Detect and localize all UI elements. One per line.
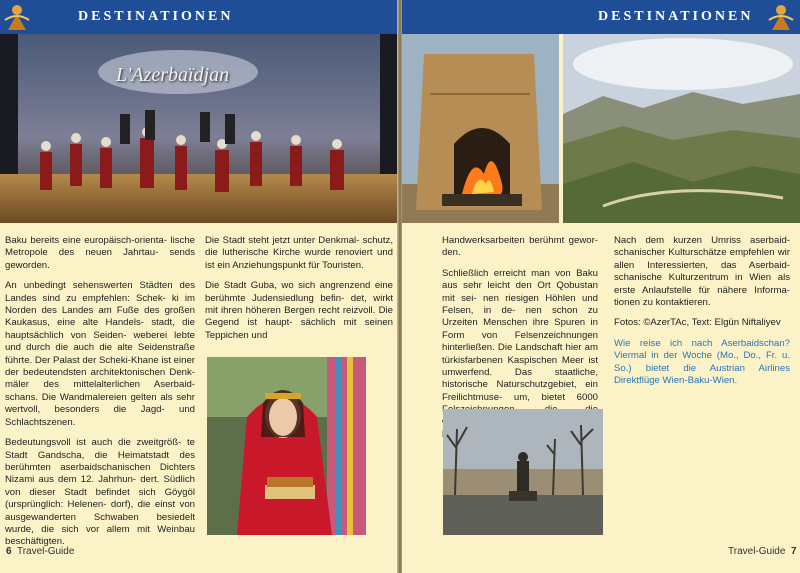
- footer-right: [728, 546, 797, 557]
- azerbaidjan-sign: L'Azerbaïdjan: [116, 64, 230, 86]
- paragraph: Die Stadt steht jetzt unter Denkmal- schutz, die lutherische Kirche wurde renoviert und ist ein Anziehungspunkt für Touristen.: [205, 235, 393, 271]
- footer-label-right: Travel-Guide: [728, 546, 786, 557]
- section-title-left: DESTINATIONEN: [78, 9, 234, 24]
- photo-credits: Fotos: ©AzerTAc, Text: Elgün Niftaliyev: [614, 317, 781, 329]
- decorative-figure-icon: [2, 2, 32, 32]
- flight-promo: Wie reise ich nach Aserbaidschan? Viermal in der Woche (Mo., Do., Fr. u. So.) bietet die Austrian Airlines Direktflüge Wien-Baku-Wien.: [614, 337, 790, 387]
- section-title-right: DESTINATIONEN: [598, 9, 754, 24]
- mountain-landscape-photo: [563, 34, 800, 223]
- paragraph: Bedeutungsvoll ist auch die zweitgröß- te Stadt Gandscha, die Heimatstadt des berühmten aserbaidschanischen Dichters Nizami aus dem 12. Jahrhun- dert. Südlich von dieser Stadt befindet sich Göygöl (ursprünglich: Helenen- dorf), die einst von ausgewanderten Schwaben besiedelt wurde, die sich vor allem mit Weinbau beschäftigten.: [5, 437, 195, 548]
- page-number-left: 6: [6, 546, 12, 557]
- paragraph: Schließlich erreicht man von Baku aus sehr leicht den Ort Qobustan mit sei- nen riesigen Höhlen und Felsen, in de- nen schon zu Urzeiten Menschen ihre Spuren in Form von Felsenzeichnungen hinterließen. Die Landschaft hier am türkisfarbenen Kaspischen Meer ist umwerfend. Das staatliche, historische Naturschutzgebiet, ein Freilichtmuse- um, bietet 6000: [442, 267, 598, 403]
- dance-performance-photo: [0, 34, 398, 223]
- paragraph: An unbedingt sehenswerten Städten des Landes sind zu empfehlen: Schek- ki im Norden des Landes am Fuße des großen Kaukasus, eine alte Handels- stadt, die hauptsächlich von Seiden- weberei lebte und durch die auch die alte Seidenstraße führte. Der Palast der Scheki-Khane ist einer der bedeutendsten architektonischen Denk- mäler des mittelalterlichen Aserbaid- schans. Die Wandmalereien gelten als sehr wertvoll, besonders die Jagd- und Schlachtszenen.: [5, 280, 195, 428]
- left-page: [0, 0, 398, 573]
- page-number-right: 7: [791, 546, 797, 557]
- paragraph: Baku bereits eine europäisch-orienta- lische Metropole des neuen Jahrtau- sends geworden.: [5, 235, 195, 271]
- header-banner-right: [402, 0, 800, 34]
- decorative-figure-icon: [766, 2, 796, 32]
- fire-temple-photo: [402, 34, 559, 223]
- paragraph: Handwerksarbeiten berühmt gewor- den.: [442, 235, 598, 259]
- paragraph: Die Stadt Guba, wo sich angrenzend eine berühmte Judensiedlung befin- det, wirkt mit ihren höheren Bergen recht reizvoll. Die Gegend ist haupt- sächlich mit seinen Teppichen und: [205, 280, 393, 341]
- monument-park-photo: [443, 409, 603, 535]
- paragraph: Nach dem kurzen Umriss aserbaid- schanischer Kulturschätze empfehlen wir allen Interessierten, das Aserbaid- schanische Kulturzentrum in Wien als erste Anlaufstelle für nähere Informa- tionen zu kontaktieren.: [614, 235, 790, 309]
- left-column-2: [205, 235, 393, 350]
- right-column-2: [614, 235, 790, 395]
- footer-label-left: Travel-Guide: [16, 546, 75, 557]
- header-banner-left: [0, 0, 398, 34]
- footer-left: [6, 546, 74, 557]
- woman-costume-photo: [207, 357, 366, 535]
- left-column-1: [5, 235, 195, 557]
- right-page: [402, 0, 800, 573]
